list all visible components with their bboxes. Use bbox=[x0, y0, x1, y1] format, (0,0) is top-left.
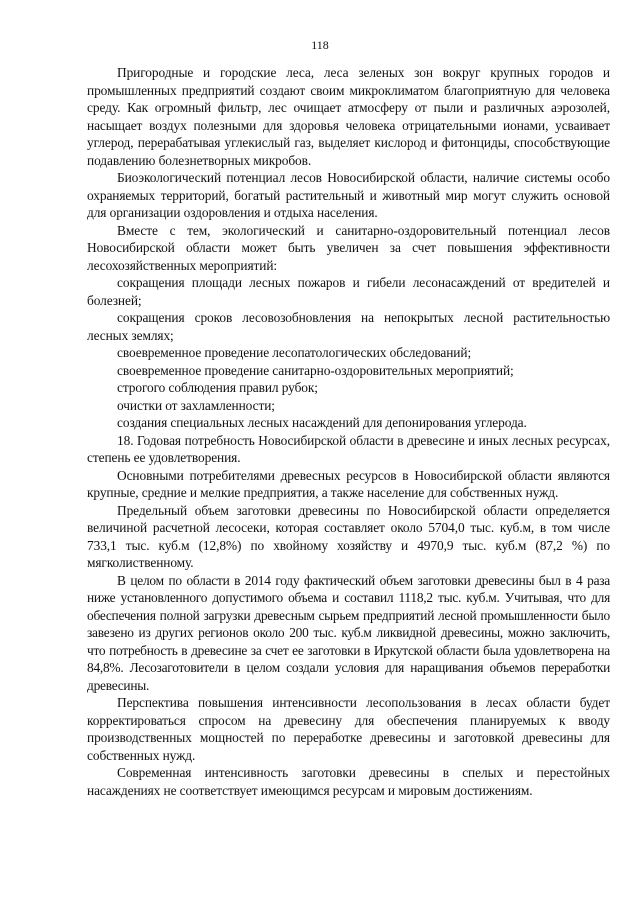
list-item-sanitary-measures: своевременное проведение санитарно-оздоровительных мероприятий; bbox=[117, 362, 514, 378]
list-item-debris-cleanup: очистки от захламленности; bbox=[117, 397, 275, 413]
page-number: 118 bbox=[311, 38, 329, 52]
list-item-fire-reduction: сокращения площади лесных пожаров и гибели лесонасаждений от вредителей и болезней; bbox=[87, 275, 610, 308]
paragraph-forests-benefits: Пригородные и городские леса, леса зеленых зон вокруг крупных городов и промышленных предприятий создают своим микроклиматом благоприятную для человека среду. Как огромный фильтр, лес очищает атмосферу от пыли и различных аэрозолей, насыщает воздух полезными для здоровья человека отрицательными ионами, усваивает углерод, перерабатывая углекислый газ, выделяет кислород и фитонциды, способствующие подавлению болезнетворных микробов. bbox=[87, 65, 610, 168]
paragraph-main-consumers: Основными потребителями древесных ресурсов в Новосибирской области являются крупные, средние и мелкие предприятия, а также население для собственных нужд. bbox=[87, 467, 610, 500]
paragraph-intensity-prospects: Перспектива повышения интенсивности лесопользования в лесах области будет корректироваться спросом на древесину для обеспечения планируемых к вводу производственных мощностей по переработке древесины и заготовкой древесины для собственных нужд. bbox=[87, 695, 610, 763]
list-item-cutting-rules: строгого соблюдения правил рубок; bbox=[117, 380, 318, 395]
paragraph-bioecological-potential: Биоэкологический потенциал лесов Новосибирской области, наличие системы особо охраняемых территорий, богатый растительный и животный мир могут служить основой для организации оздоровления и отдыха населения. bbox=[87, 170, 610, 220]
list-item-reforestation: сокращения сроков лесовозобновления на непокрытых лесной растительностью лесных землях; bbox=[87, 310, 610, 343]
paragraph-allowable-cut: Предельный объем заготовки древесины по Новосибирской области определяется величиной расчетной лесосеки, которая составляет около 5704,0 тыс. куб.м, в том числе 733,1 тыс. куб.м (12,8%) по хвойному хозяйству и 4970,9 тыс. куб.м (87,2 %) по мягколиственному. bbox=[87, 502, 610, 570]
body-text bbox=[87, 64, 610, 799]
list-item-carbon-plantations: создания специальных лесных насаждений для депонирования углерода. bbox=[117, 415, 527, 430]
section-heading-18: 18. Годовая потребность Новосибирской области в древесине и иных лесных ресурсах, степень ее удовлетворения. bbox=[87, 432, 610, 465]
paragraph-potential-increase: Вместе с тем, экологический и санитарно-оздоровительный потенциал лесов Новосибирской области может быть увеличен за счет повышения эффективности лесохозяйственных мероприятий: bbox=[87, 222, 610, 273]
paragraph-actual-harvest: В целом по области в 2014 году фактический объем заготовки древесины был в 4 раза ниже установленного допустимого объема и составил 1118,2 тыс. куб.м. Учитывая, что для обеспечения полной загрузки древесным сырьем предприятий лесной промышленности было завезено из других регионов около 200 тыс. куб.м ликвидной древесины, можно заключить, что потребность в древесине за счет ее заготовки в Иркутской области была удовлетворена на 84,8%. Лесозаготовители в целом создали условия для наращивания объемов переработки древесины. bbox=[87, 572, 610, 693]
paragraph-current-intensity: Современная интенсивность заготовки древесины в спелых и перестойных насаждениях не соответствует имеющимся ресурсам и мировым достижениям. bbox=[87, 765, 610, 798]
list-item-pathology-surveys: своевременное проведение лесопатологических обследований; bbox=[117, 345, 472, 360]
